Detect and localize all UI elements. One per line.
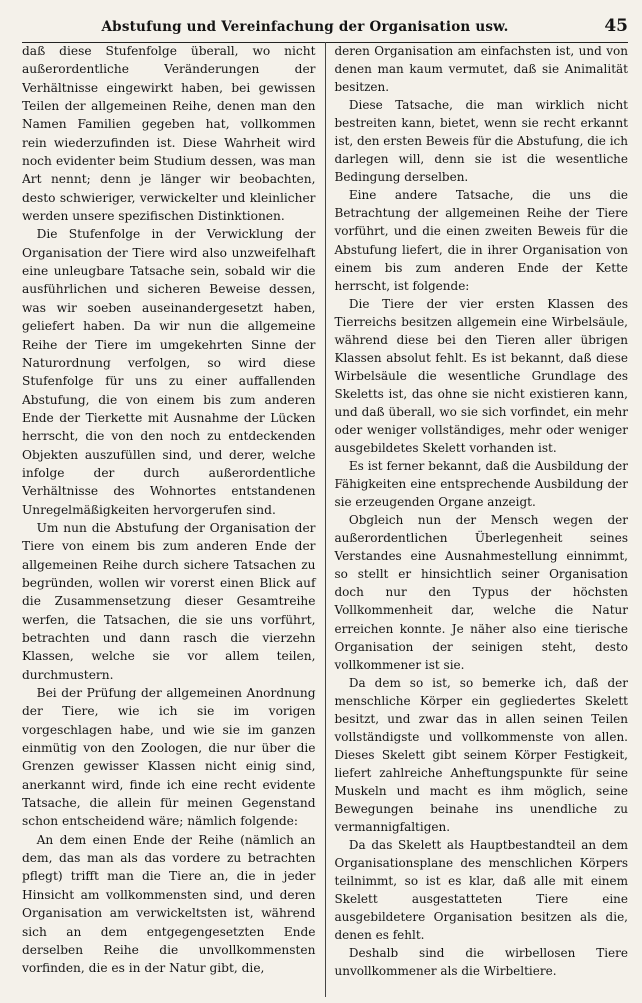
paragraph: Um nun die Abstufung der Organisation der Tiere von einem bis zum anderen Ende der allgemeinen Reihe durch sichere Tatsachen zu begründen, wollen wir vorerst einen Blick auf die Zusammensetzung dieser Gesamtreihe werfen, die Tatsachen, die sie uns vorführt, betrachten und dann rasch die vierzehn Klassen, welche sie vor allem teilen, durchmustern. bbox=[22, 520, 316, 682]
page-number: 45 bbox=[604, 16, 628, 36]
paragraph: Da dem so ist, so bemerke ich, daß der menschliche Körper ein gegliedertes Skelett besitzt, und zwar das in allen seinen Teilen vollständigste und vollkommenste von allen. Dieses Skelett gibt seinem Körper Festigkeit, liefert zahlreiche Anheftungspunkte für seine Muskeln und macht es ihm möglich, seine Bewegungen beinahe ins unendliche zu vermannigfaltigen. bbox=[334, 675, 628, 835]
paragraph: deren Organisation am einfachsten ist, und von denen man kaum vermutet, daß sie Animalität besitzen. bbox=[334, 44, 628, 95]
paragraph: Die Stufenfolge in der Verwicklung der Organisation der Tiere wird also unzweifelhaft eine unleugbare Tatsache sein, sobald wir die ausführlichen und sicheren Beweise dessen, was wir soeben auseinandergesetzt haben, geliefert haben. Da wir nun die allgemeine Reihe der Tiere im umgekehrten Sinne der Naturordnung verfolgen, so wird diese Stufenfolge für uns zu einer auffallenden Abstufung, die von einem bis zum anderen Ende der Tierkette mit Ausnahme der Lücken herrscht, die von den noch zu entdeckenden Objekten auszufüllen sind, und derer, welche infolge der durch außerordentliche Verhältnisse des Wohnortes entstandenen Unregelmäßigkeiten hervorgerufen sind. bbox=[22, 227, 316, 517]
left-column bbox=[22, 42, 325, 997]
right-column bbox=[326, 42, 629, 997]
paragraph: Eine andere Tatsache, die uns die Betrachtung der allgemeinen Reihe der Tiere vorführt, und die einen zweiten Beweis für die Abstufung liefert, die in ihrer Organisation von einem bis zum anderen Ende der Kette herrscht, ist folgende: bbox=[334, 188, 628, 293]
paragraph: Da das Skelett als Hauptbestandteil an dem Organisationsplane des menschlichen Körpers teilnimmt, so ist es klar, daß alle mit einem Skelett ausgestatteten Tiere eine ausgebildetere Organisation besitzen als die, denen es fehlt. bbox=[334, 838, 628, 943]
running-title: Abstufung und Vereinfachung der Organisation usw. bbox=[101, 19, 509, 35]
paragraph: Deshalb sind die wirbellosen Tiere unvollkommener als die Wirbeltiere. bbox=[334, 946, 628, 979]
paragraph: An dem einen Ende der Reihe (nämlich an dem, das man als das vordere zu betrachten pflegt) trifft man die Tiere an, die in jeder Hinsicht am vollkommensten sind, und deren Organisation am verwickeltsten ist, während sich an dem entgegengesetzten Ende derselben Reihe die unvollkommensten vorfinden, die es in der Natur gibt, die, bbox=[22, 832, 316, 976]
text-columns bbox=[22, 42, 628, 997]
paragraph: Diese Tatsache, die man wirklich nicht bestreiten kann, bietet, wenn sie recht erkannt ist, den ersten Beweis für die Abstufung, die ich darlegen will, denn sie ist die wesentliche Bedingung derselben. bbox=[334, 98, 628, 185]
paragraph: Bei der Prüfung der allgemeinen Anordnung der Tiere, wie ich sie im vorigen vorgeschlagen habe, und wie sie im ganzen einmütig von den Zoologen, die nur über die Grenzen gewisser Klassen nicht einig sind, anerkannt wird, finde ich eine recht evidente Tatsache, die allein für meinen Gegenstand schon entscheidend wäre; nämlich folgende: bbox=[22, 686, 316, 829]
paragraph: Obgleich nun der Mensch wegen der außerordentlichen Überlegenheit seines Verstandes eine Ausnahmestellung einnimmt, so stellt er hinsichtlich seiner Organisation doch nur den Typus der höchsten Vollkommenheit dar, welche die Natur erreichen konnte. Je näher also eine tierische Organisation der seinigen steht, desto vollkommener ist sie. bbox=[334, 513, 628, 672]
paragraph: daß diese Stufenfolge überall, wo nicht außerordentliche Veränderungen der Verhältnisse eingewirkt haben, bei gewissen Teilen der allgemeinen Reihe, denen man den Namen Familien gegeben hat, vollkommen rein wiederzufinden ist. Diese Wahrheit wird noch evidenter beim Studium dessen, was man Art nennt; denn je länger wir beobachten, desto schwieriger, verwickelter und kleinlicher werden unsere spezifischen Distinktionen. bbox=[22, 44, 316, 224]
paragraph: Es ist ferner bekannt, daß die Ausbildung der Fähigkeiten eine entsprechende Ausbildung der sie erzeugenden Organe anzeigt. bbox=[334, 459, 628, 510]
paragraph: Die Tiere der vier ersten Klassen des Tierreichs besitzen allgemein eine Wirbelsäule, während diese bei den Tieren aller übrigen Klassen absolut fehlt. Es ist bekannt, daß diese Wirbelsäule die wesentliche Grundlage des Skeletts ist, das ohne sie nicht existieren kann, und daß überall, wo sie sich vorfindet, ein mehr oder weniger vollständiges, mehr oder weniger ausgebildetes Skelett vorhanden ist. bbox=[334, 296, 628, 456]
running-header bbox=[22, 12, 628, 43]
